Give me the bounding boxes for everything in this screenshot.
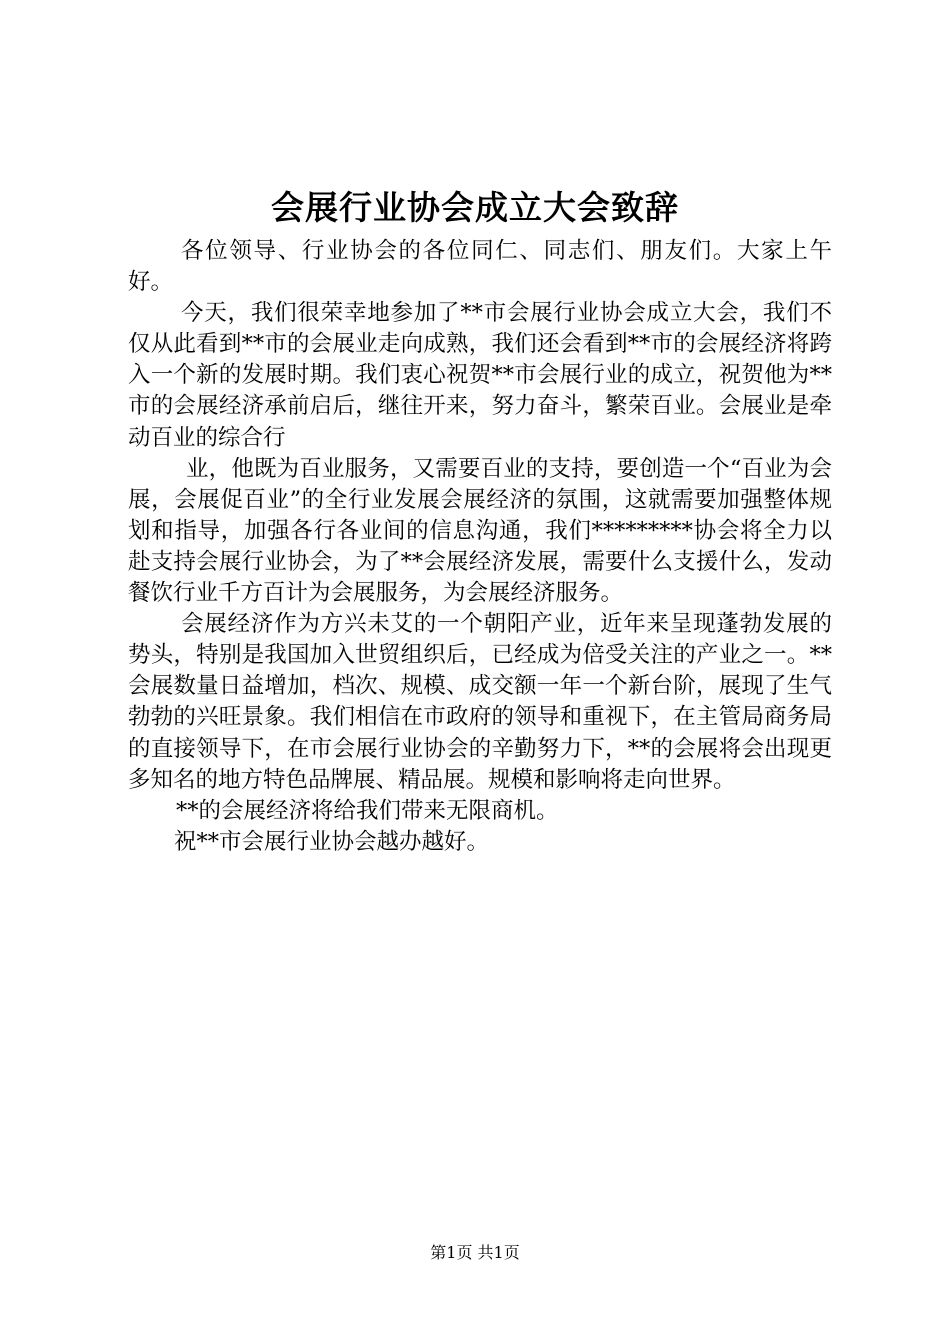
page-footer: 第1页 共1页: [430, 1243, 520, 1262]
document-body: [128, 236, 832, 858]
paragraph-greeting: 各位领导、行业协会的各位同仁、同志们、朋友们。大家上午好。: [128, 238, 832, 296]
paragraph-development: 会展经济作为方兴未艾的一个朝阳产业，近年来呈现蓬勃发展的势头，特别是我国加入世贸组织后，已经成为倍受关注的产业之一。**会展数量日益增加，档次、规模、成交额一年一个新台阶，展现了生气勃勃的兴旺景象。我们相信在市政府的领导和重视下，在主管局商务局的直接领导下，在市会展行业协会的辛勤努力下，**的会展将会出现更多知名的地方特色品牌展、精品展。规模和影响将走向世界。: [128, 611, 832, 793]
paragraph-congratulation: 今天，我们很荣幸地参加了**市会展行业协会成立大会，我们不仅从此看到**市的会展业走向成熟，我们还会看到**市的会展经济将跨入一个新的发展时期。我们衷心祝贺**市会展行业的成立，祝贺他为**市的会展经济承前启后，继往开来，努力奋斗，繁荣百业。会展业是牵动百业的综合行: [128, 300, 832, 451]
document-title: 会展行业协会成立大会致辞: [271, 188, 679, 227]
paragraph-support: 业，他既为百业服务，又需要百业的支持，要创造一个“百业为会展，会展促百业”的全行业发展会展经济的氛围，这就需要加强整体规划和指导，加强各行各业间的信息沟通，我们*********协会将全力以赴支持会展行业协会，为了**会展经济发展，需要什么支援什么，发动餐饮行业千方百计为会展服务，为会展经济服务。: [128, 455, 832, 607]
paragraph-wish: 祝**市会展行业协会越办越好。: [174, 828, 490, 855]
paragraph-opportunity: **的会展经济将给我们带来无限商机。: [176, 797, 559, 824]
